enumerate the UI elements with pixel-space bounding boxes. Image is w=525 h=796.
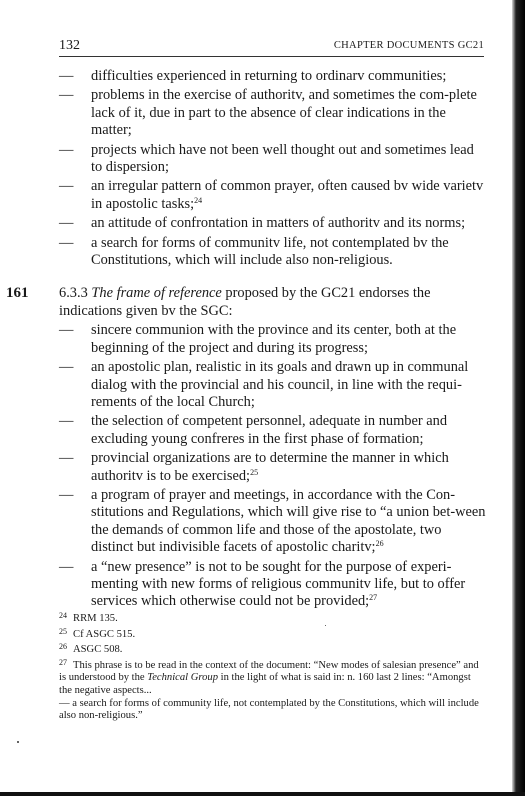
list-item xyxy=(59,450,487,485)
dash-marker: — xyxy=(59,322,74,339)
list-item xyxy=(59,487,487,557)
scan-edge xyxy=(0,792,525,796)
list-item-text: an irregular pattern of common prayer, often caused bv wide varietv in apostolic tasks; xyxy=(91,178,484,212)
footnote-mark: 25 xyxy=(59,626,67,636)
footnote-emphasis: Technical Group xyxy=(147,672,219,684)
list-item-text: an apostolic plan, realistic in its goals and drawn up in communal dialog with the provincial and his council, in line with the requi-rements of the local Church; xyxy=(91,359,469,410)
list-item xyxy=(59,87,487,139)
section-161 xyxy=(6,285,487,610)
footnotes xyxy=(59,610,484,723)
footnote-ref: 27 xyxy=(369,593,378,603)
list-item-text: sincere communion with the province and its center, both at the beginning of the project and during its progress; xyxy=(91,322,457,356)
dash-marker: — xyxy=(59,450,74,467)
running-head: CHAPTER DOCUMENTS GC21 xyxy=(333,40,484,51)
list-item xyxy=(59,68,487,85)
body-text xyxy=(6,68,487,613)
list-item xyxy=(59,359,487,411)
footnote-ref: 24 xyxy=(194,195,203,205)
footnote-mark: 27 xyxy=(59,657,67,667)
dash-marker: — xyxy=(59,215,74,232)
binding-shadow xyxy=(512,0,525,796)
footnote xyxy=(59,610,484,626)
footnote-text: ASGC 508. xyxy=(73,644,123,656)
page-header xyxy=(59,38,484,57)
footnote-ref: 25 xyxy=(250,467,259,477)
dash-marker: — xyxy=(59,141,74,158)
dash-marker: — xyxy=(59,486,74,503)
list-item-text: provincial organizations are to determine the manner in which authoritv is to be exercised; xyxy=(91,450,449,484)
list-item-text: an attitude of confrontation in matters of authoritv and its norms; xyxy=(91,215,466,232)
list-item xyxy=(59,215,487,232)
footnote xyxy=(59,626,484,642)
footnote-text: RRM 135. xyxy=(73,613,118,624)
list-item-text: a program of prayer and meetings, in accordance with the Con-stitutions and Regulations, which will give rise to “a union bet-ween the demands of common life and those of the apostolate, two distinct but indivisible facets of apostolic charitv; xyxy=(91,486,486,556)
section-number: 6.3.3 xyxy=(59,285,88,302)
page-number: 132 xyxy=(59,38,80,53)
list-item xyxy=(59,413,487,448)
list-item-text: problems in the exercise of authoritv, and sometimes the com-plete lack of it, due in part to the absence of clear indications in the matter; xyxy=(91,87,477,139)
negative-aspects-list xyxy=(59,68,487,269)
footnote-mark: 24 xyxy=(59,611,67,620)
section-intro xyxy=(59,285,487,320)
dash-marker: — xyxy=(59,359,74,376)
list-item xyxy=(59,178,487,213)
list-item-text: difficulties experienced in returning to ordinarv communities; xyxy=(91,68,447,84)
dash-marker: — xyxy=(59,87,74,104)
footnote-text: in the light of what is said in: n. 160 last 2 lines: “Amongst the negative aspects... xyxy=(59,672,471,696)
footnote-mark: 26 xyxy=(59,642,67,652)
section-intro-text: proposed by the GC21 endorses the indications given bv the SGC: xyxy=(59,285,431,319)
list-item-text: the selection of competent personnel, adequate in number and excluding young confreres in the first phase of formation; xyxy=(91,413,448,447)
list-item xyxy=(59,142,487,177)
list-item xyxy=(59,322,487,357)
dash-marker: — xyxy=(59,234,74,251)
footnote-text: Cf ASGC 515. xyxy=(73,628,136,640)
list-item xyxy=(59,559,487,611)
footnote-continuation: — a search for forms of community life, not contemplated by the Constitutions, which will include also non-religious.” xyxy=(59,697,479,722)
list-item-text: projects which have not been well thought out and sometimes lead to dispersion; xyxy=(91,141,474,176)
footnote-text: This phrase is to be read in the context of the document: “New modes of salesian presence” and is understood by the xyxy=(59,659,479,684)
list-item-text: a “new presence” is not to be sought for the purpose of experi-menting with new forms of religious communitv life, but to offer services which otherwise could not be provided; xyxy=(91,558,466,610)
footnote-ref: 26 xyxy=(375,539,384,549)
scan-speck xyxy=(17,741,19,743)
paragraph-number: 161 xyxy=(6,285,29,302)
dash-marker: — xyxy=(59,558,74,575)
dash-marker: — xyxy=(59,413,74,430)
footnote xyxy=(59,641,484,657)
list-item-text: a search for forms of communitv life, not contemplated bv the Constitutions, which will include also non-religious. xyxy=(91,234,449,269)
list-item xyxy=(59,235,487,270)
dash-marker: — xyxy=(59,178,74,195)
dash-marker: — xyxy=(59,68,74,84)
scan-speck xyxy=(325,625,326,626)
section-title: The frame of reference xyxy=(91,285,222,302)
footnote xyxy=(59,657,484,698)
